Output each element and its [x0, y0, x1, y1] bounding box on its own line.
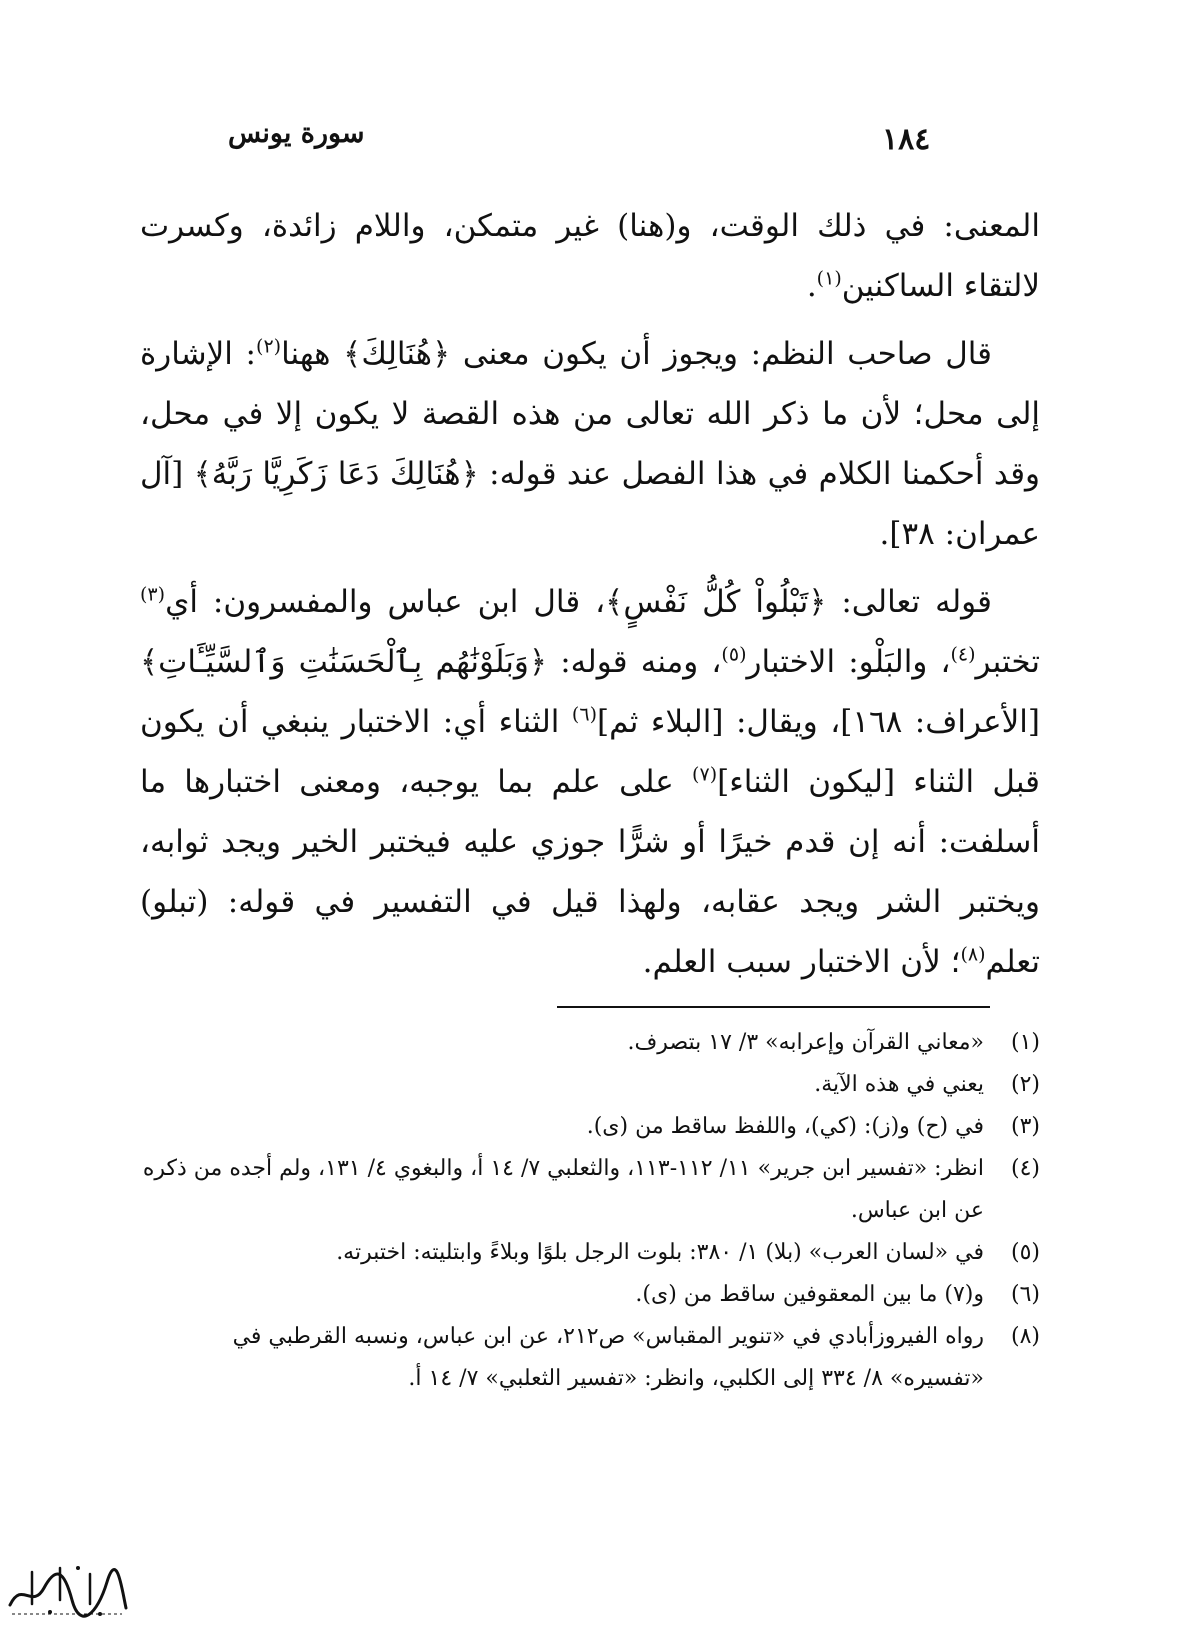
footnote-number: (٣)	[1010, 1114, 1040, 1139]
footnote-text: في «لسان العرب» (بلا) ١/ ٣٨٠: بلوت الرجل بلوًا وبلاءً وابتليته: اختبرته.	[336, 1240, 984, 1265]
running-header-title: سورة يونس	[228, 118, 365, 149]
footnote-number: (٦)	[1010, 1282, 1040, 1307]
footnote-text: في (ح) و(ز): (كي)، واللفظ ساقط من (ى).	[586, 1114, 984, 1139]
footnote-ref-8: (٨)	[960, 943, 986, 966]
footnote-number: (١)	[1010, 1030, 1040, 1055]
page-number: ١٨٤	[882, 122, 931, 157]
footnote-ref-7: (٧)	[692, 763, 718, 786]
footnote-number: (٤)	[1010, 1156, 1040, 1181]
footnote-text: «معاني القرآن وإعرابه» ٣/ ١٧ بتصرف.	[627, 1030, 984, 1055]
footnotes	[140, 1022, 1040, 1400]
footnote-ref-2: (٢)	[256, 335, 282, 358]
footnote-ref-6: (٦)	[571, 703, 597, 726]
footnote-2	[140, 1064, 1040, 1106]
footnote-text: يعني في هذه الآية.	[814, 1072, 984, 1097]
paragraph-3-text-d: ، ومنه قوله: ﴿وَبَلَوْنَٰهُم بِٱلْحَسَنَٰتِ وَٱلسَّيِّـَٔاتِ﴾ [الأعراف: ١٦٨]، ويقال: [البلاء ثم]	[140, 644, 1040, 740]
footnote-text: و(٧) ما بين المعقوفين ساقط من (ى).	[635, 1282, 984, 1307]
paragraph-3-text-b: تختبر	[975, 644, 1040, 680]
paragraph-3-text-a: قوله تعالى: ﴿تَبْلُواْ كُلُّ نَفْسٍ﴾، قال ابن عباس والمفسرون: أي	[165, 584, 992, 620]
footnote-ref-3: (٣)	[140, 583, 166, 606]
footnote-ref-5: (٥)	[721, 643, 747, 666]
paragraph-3-text-c: ، والبَلْو: الاختبار	[746, 644, 951, 680]
footnote-text: انظر: «تفسير ابن جرير» ١١/ ١١٢-١١٣، والثعلبي ٧/ ١٤ أ، والبغوي ٤/ ١٣١، ولم أجده من ذكره عن ابن عباس.	[142, 1156, 984, 1223]
footnote-5	[140, 1232, 1040, 1274]
paragraph-1-end: .	[806, 268, 817, 304]
footnote-6	[140, 1274, 1040, 1316]
footnote-number: (٥)	[1010, 1240, 1040, 1265]
footnote-3	[140, 1106, 1040, 1148]
paragraph-3	[140, 572, 1040, 992]
paragraph-2	[140, 324, 1040, 564]
paragraph-1	[140, 196, 1040, 316]
paragraph-3-text-f: على علم بما يوجبه، ومعنى اختبارها ما أسلفت: أنه إن قدم خيرًا أو شرًّا جوزي عليه فيختبر الخير ويجد ثوابه، ويختبر الشر ويجد عقابه، ولهذا قيل في التفسير في قوله: (تبلو) تعلم	[140, 764, 1040, 980]
footnote-ref-4: (٤)	[950, 643, 976, 666]
paragraph-3-text-g: ؛ لأن الاختبار سبب العلم.	[642, 944, 961, 980]
calligraphy-logo-icon	[2, 1560, 132, 1620]
footnote-8	[140, 1316, 1040, 1400]
paragraph-3-text-e: الثناء أي: الاختبار ينبغي أن يكون قبل الثناء [ليكون الثناء]	[140, 704, 1040, 800]
paragraph-2-text-a: قال صاحب النظم: ويجوز أن يكون معنى ﴿هُنَالِكَ﴾ ههنا	[281, 336, 992, 372]
footnote-number: (٨)	[1010, 1324, 1040, 1349]
footnote-separator	[557, 1006, 990, 1008]
footnote-4	[140, 1148, 1040, 1232]
main-text	[140, 196, 1040, 1000]
footnote-ref-1: (١)	[816, 267, 842, 290]
footnote-text: رواه الفيروزأبادي في «تنوير المقباس» ص٢١٢، عن ابن عباس، ونسبه القرطبي في «تفسيره» ٨/ ٣٣٤ إلى الكلبي، وانظر: «تفسير الثعلبي» ٧/ ١٤ أ.	[232, 1324, 984, 1391]
paragraph-2-text-b: : الإشارة إلى محل؛ لأن ما ذكر الله تعالى من هذه القصة لا يكون إلا في محل، وقد أحكمنا الكلام في هذا الفصل عند قوله: ﴿هُنَالِكَ دَعَا زَكَرِيَّا رَبَّهُ﴾ [آل عمران: ٣٨].	[140, 336, 1040, 552]
paragraph-1-text: المعنى: في ذلك الوقت، و(هنا) غير متمكن، واللام زائدة، وكسرت لالتقاء الساكنين	[140, 208, 1040, 304]
footnote-1	[140, 1022, 1040, 1064]
footnote-number: (٢)	[1010, 1072, 1040, 1097]
